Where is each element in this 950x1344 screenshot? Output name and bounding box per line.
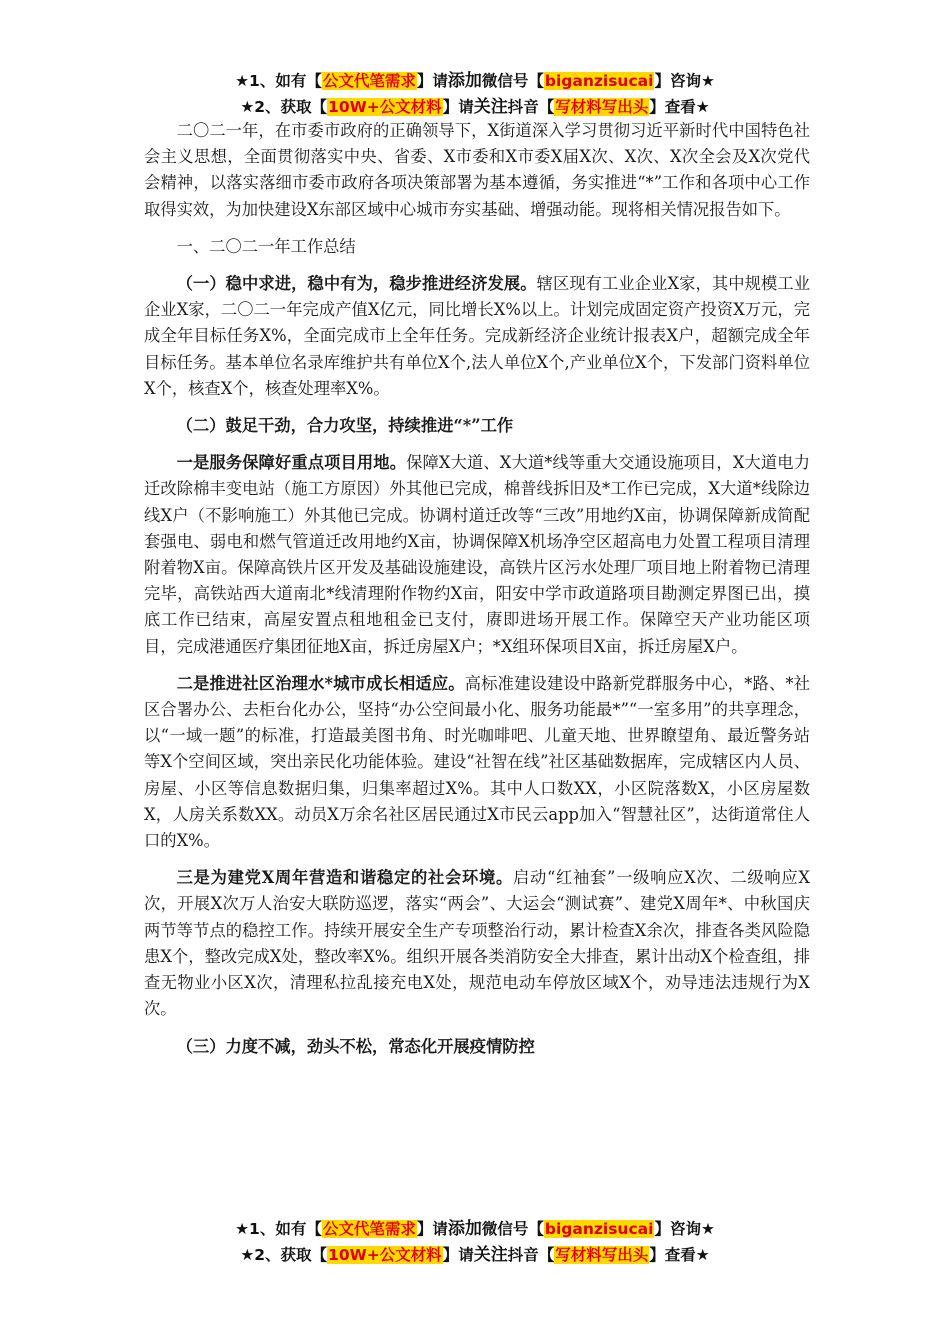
subsection-heading: （三）力度不减，劲头不松，常态化开展疫情防控 xyxy=(176,1036,535,1056)
promo-text: 】请 xyxy=(416,1220,448,1238)
promo-highlight: 10W+公文材料 xyxy=(328,98,442,116)
promo-text: ★2、获取【 xyxy=(240,1246,328,1264)
paragraph-title: 二是推进社区治理水*城市成长相适应。 xyxy=(176,673,465,693)
promo-text: ★1、如有【 xyxy=(235,1220,322,1238)
promo-text: 】查看★ xyxy=(649,1246,710,1264)
promo-text: 微信号【 xyxy=(481,72,544,90)
promo-wechat-id: biganzisucai xyxy=(544,72,654,90)
promo-highlight: 公文代笔需求 xyxy=(322,72,416,90)
paragraph-text: 启动“红袖套”一级响应X次、二级响应X次，开展X次万人治安大联防巡逻，落实“两会”、大运会“测试赛”、建党X周年*、中秋国庆两节等节点的稳控工作。持续开展安全生产专项整治行动，累计检查X余次，排查各类风险隐患X个，整改完成X处，整改率X%。组织开展各类消防安全大排查，累计出动X个检查组，排查无物业小区X次，清理私拉乱接充电X处，规范电动车停放区域X个，劝导违法违规行为X次。 xyxy=(144,868,810,1019)
section-heading: 一、二〇二一年工作总结 xyxy=(176,236,356,256)
subsection-heading: （二）鼓足干劲，合力攻坚，持续推进“*”工作 xyxy=(176,416,514,436)
promo-keyword: 添加 xyxy=(447,1219,482,1239)
promo-banner-top xyxy=(0,68,950,120)
promo-douyin-id: 写材料写出头 xyxy=(555,1246,649,1264)
paragraph-text: 高标准建设建设中路新党群服务中心，*路、*社区合署办公、去柜台化办公，坚持“办公空间最小化、服务功能最*”“一室多用”的共享理念，以“一域一题”的标准，打造最美图书角、时光咖啡吧、儿童天地、世界瞭望角、最近警务站等X个空间区域，突出亲民化功能体验。建设“社智在线”社区基础数据库，完成辖区内人员、房屋、小区等信息数据归集，归集率超过X%。其中人口数XX，小区院落数X，小区房屋数X，人房关系数XX。动员X万余名社区居民通过X市民云app加入“智慧社区”，达街道常住人口的X%。 xyxy=(144,673,810,851)
promo-douyin-id: 写材料写出头 xyxy=(555,98,649,116)
promo-text: 】请 xyxy=(442,1246,474,1264)
promo-text: 抖音【 xyxy=(507,98,555,116)
promo-text: 】请 xyxy=(416,72,448,90)
promo-highlight: 公文代笔需求 xyxy=(322,1220,416,1238)
promo-text: 】咨询★ xyxy=(654,1220,715,1238)
paragraph-text: 保障X大道、X大道*线等重大交通设施项目，X大道电力迁改除棉丰变电站（施工方原因）外其他已完成，棉普线拆旧及*工作已完成，X大道*线除边线X户（不影响施工）外其他已完成。协调村道迁改等“三改”用地约X亩，协调保障新成简配套强电、弱电和燃气管道迁改用地约X亩，协调保障X机场净空区超高电力处置工程项目清理附着物X亩。保障高铁片区开发及基础设施建设，高铁片区污水处理厂项目地上附着物已清理完毕，高铁站西大道南北*线清理附作物约X亩，阳安中学市政道路项目勘测定界图已出，摸底工作已结束，高屋安置点租地租金已支付，赓即进场开展工作。保障空天产业功能区项目，完成港通医疗集团征地X亩，拆迁房屋X户；*X组环保项目X亩，拆迁房屋X户。 xyxy=(144,453,810,656)
promo-text: 微信号【 xyxy=(481,1220,544,1238)
paragraph-title: 三是为建党X周年营造和谐稳定的社会环境。 xyxy=(176,868,513,888)
paragraph-text: 辖区现有工业企业X家，其中规模工业企业X家，二〇二一年完成产值X亿元，同比增长X%以上。计划完成固定资产投资X万元，完成全年目标任务X%，全面完成市上全年任务。完成新经济企业统计报表X户，超额完成全年目标任务。基本单位名录库维护共有单位X个,法人单位X个,产业单位X个，下发部门资料单位X个，核查X个，核查处理率X%。 xyxy=(144,274,810,398)
promo-text: 】查看★ xyxy=(649,98,710,116)
paragraph-land xyxy=(144,450,810,660)
promo-keyword: 添加 xyxy=(447,71,482,91)
promo-line-2 xyxy=(0,94,950,120)
promo-text: ★2、获取【 xyxy=(240,98,328,116)
promo-keyword: 关注 xyxy=(473,1245,508,1265)
promo-text: 】咨询★ xyxy=(654,72,715,90)
paragraph-economy xyxy=(144,271,810,402)
paragraph-stability xyxy=(144,865,810,1022)
promo-banner-bottom xyxy=(0,1216,950,1268)
promo-text: ★1、如有【 xyxy=(235,72,322,90)
paragraph-title: （一）稳中求进，稳中有为，稳步推进经济发展。 xyxy=(176,274,537,294)
promo-keyword: 关注 xyxy=(473,97,508,117)
promo-text: 】请 xyxy=(442,98,474,116)
promo-text: 抖音【 xyxy=(507,1246,555,1264)
paragraph-title: 一是服务保障好重点项目用地。 xyxy=(176,453,407,473)
paragraph-community xyxy=(144,671,810,854)
promo-line-1 xyxy=(0,1216,950,1242)
promo-wechat-id: biganzisucai xyxy=(544,1220,654,1238)
promo-highlight: 10W+公文材料 xyxy=(328,1246,442,1264)
document-body xyxy=(144,118,810,1060)
promo-line-2 xyxy=(0,1242,950,1268)
promo-line-1 xyxy=(0,68,950,94)
intro-paragraph: 二〇二一年，在市委市政府的正确领导下，X街道深入学习贯彻习近平新时代中国特色社会主义思想，全面贯彻落实中央、省委、X市委和X市委X届X次、X次、X次全会及X次党代会精神，以落实落细市委市政府各项决策部署为基本遵循，务实推进“*”工作和各项中心工作取得实效，为加快建设X东部区域中心城市夯实基础、增强动能。现将相关情况报告如下。 xyxy=(144,121,810,219)
